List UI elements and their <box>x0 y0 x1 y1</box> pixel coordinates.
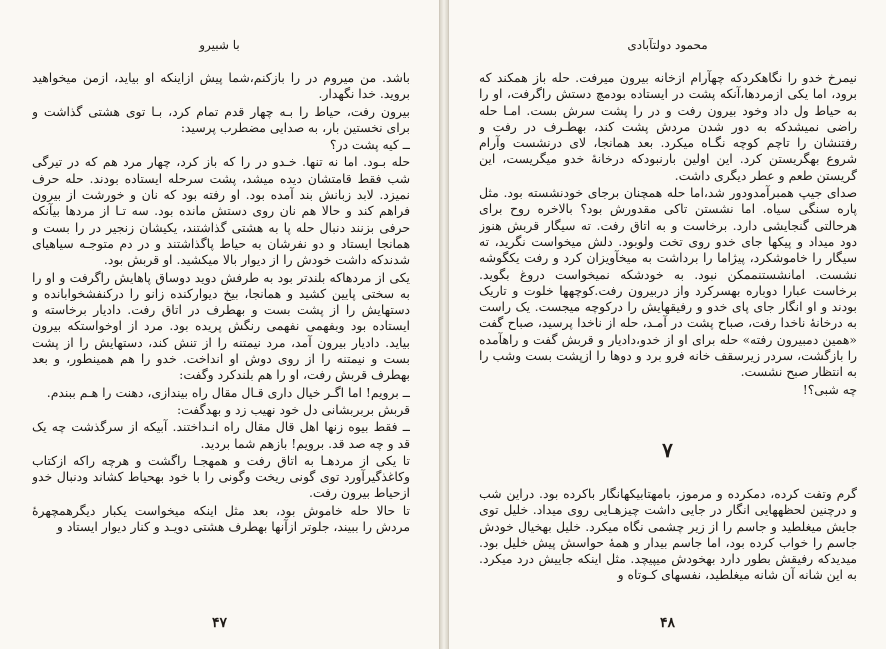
paragraph: ــ برویم! اما اگـر خیال داری قـال مقال راه بیندازی، دهنت را هـم ببندم. <box>46 384 410 400</box>
right-page-number: ۴۸ <box>659 615 676 631</box>
paragraph: تا یکی از مردهـا به اتاق رفت و همهجـا راگشت و هرچه راکه ازکتاب وکاغذگیرآورد توی گونی ریخت وگونی را با خود بهحیاط کشاند ودنبال خدو ازحیاط بیرون رفت. <box>32 452 410 501</box>
paragraph: قربش بربربشانی دل خود نهیب زد و بهدگفت: <box>176 401 410 417</box>
right-page-body-after-chapter <box>479 486 857 598</box>
paragraph: تا حالا حله خاموش بود، بعد مثل اینکه میخواست یکبار دیگرهمچهرۀ مردش را ببیند، جلوتر ازآنها بهطرف هشتی دویـد و کنار دیوار ایستاد و <box>32 502 410 535</box>
paragraph: حله بـود. اما نه تنها. خـدو در را که باز کرد، چهار مرد هم که در تیرگی شب فقط قامتشان دیده میشد، پشت سرحله ایستاده بودند. حله حرف نمیزد. لابد زبانش بند آمده بود. او رفته بود که نان و خورشت از بیرون فراهم کند و حالا هم نان روی دستش مانده بود. سه تـا از مردها بیآنکه حرفی بزنند دنبال حله پا به هشتی گذاشتند، یکیشان زنجیر در را بست و همانجا ایستاد و دو نفرشان به حیاط پاگذاشتند و در دم متوجـه سیاهیای شدندکه داشت خودش را از دیوار بالا میکشید. او قربش بود. <box>32 154 410 268</box>
left-page <box>0 0 440 649</box>
chapter-number: ۷ <box>662 438 673 462</box>
right-running-header: محمود دولتآبادی <box>627 38 708 52</box>
left-page-number: ۴۷ <box>211 615 228 631</box>
paragraph: ــ فقط بیوه زنها اهل قال مقال راه انـداختند. آبیکه از سرگذشت چه یک قد و چه صد قد. برویم! بازهم شما بردید. <box>32 419 410 451</box>
paragraph: صدای جیپ همبرآمدودور شد،اما حله همچنان برجای خودنشسته بود. مثل پاره سنگی سیاه. اما نشستن تاکی مقدورش بود؟ بالاخره روح برای هرحالتی گنجایشی دارد. برخاست و به اتاق رفت. ته سیگار قربش هنوز دود میداد و پیکها جای خدو روی تخت ولوبود. دلش میخواست نگرید، ته سیگار را خاموشکرد، پیژاما را برداشت به میخآویزان کرد و رفت یکگوشه نشست. امانشستنممکن نبود. به خودشکه نمیخواست دروغ بگوید. برخاست عبارا دوباره بهسرکرد واز دربیرون رفت.کوچهها خلوت و تاریک بودند و او انگار جای پای خدو و رفیقهایش را درکوچه میجست. یک راست به درخانۀ ناخدا رفت، صباح پشت در آمـد، حله از ناخدا پرسید، صباح گفت «همین دمبیرون رفته» حله برای او از خدو،دادیار و قربش گفت و راهآمده را بازگشت، سردر زیرسقف خانه فرو برد و دوها را ازپشت بست وشب را به انتظار صبح نشست. <box>479 185 857 380</box>
left-page-body <box>32 70 410 600</box>
paragraph: گرم وتفت کرده، دمکرده و مرموز، بامهتابیکهانگار باکرده بود. دراین شب و درچنین لحظههایی انگار در جایی داشت چیزهـایی روی میداد. خلیل توی جایش میغلطید و جاسم را از زیر چشمی نگاه میکرد. خلیل بهخیال خودش جاسم را خواب کرده بود، اما جاسم بیدار و همۀ حواسش پیش خلیل بود. میدیدکه رفیقش بطور دارد بهخودش میپیچد. مثل اینکه جاییش درد میکرد. به این شانه آن شانه میغلطید، نفسهای کـوتاه و <box>479 486 857 583</box>
paragraph: ــ کیه پشت در؟ <box>329 137 410 153</box>
paragraph: نیمرخ خدو را نگاهکردکه چهآرام ازخانه بیرون میرفت. حله باز همکند که برود، اما یکی ازمردها،آنکه پشت در ایستاده بودمچ دستش راگرفت، او را به حیاط ول داد وخود بیرون رفت و در را پشت سرش بست. امـا حله راضی نمیشدکه به دور شدن مردش پشت کند، بهطـرف در رفت و رفتنشان را تاچم کوچه نگـاه میکرد. بعد همانجا، لای درنشست وآرام شروع بهگریستن کرد. این اولین بارنبودکه درخانۀ خدو میگریست، این گریستن طعم و عطر دیگری داشت. <box>479 70 857 183</box>
right-page <box>448 0 886 649</box>
left-running-header: با شبیرو <box>199 38 240 52</box>
paragraph: یکی از مردهاکه بلندتر بود به طرفش دوید دوساق پاهایش راگرفت و او را به سختی پایین کشید و همانجا، بیخ دیوارکنده زانو را درکنفشخوابانده و دستهایش را از پشت بست و بهطرف در اتاق رفت. دادیار برخاسته و ایستاده بود وبفهمی نفهمی رنگش پریده بود. مرد از اوخواستکه بیرون بیاید. دادیار بیرون آمد، مرد نیمتنه را از تنش کند، دستهایش را از پشت بست و نیمتنه را از روی دوش او انداخت. خدو را هم همینطور، و بعد بهطرف قربش رفت، او را هم بلندکرد وگفت: <box>32 269 410 383</box>
paragraph: چه شبی؟! <box>802 381 857 397</box>
paragraph: بیرون رفت، حیاط را بـه چهار قدم تمام کرد، بـا توی هشتی گذاشت و برای نخستین بار، به صدایی مضطرب پرسید: <box>32 103 410 135</box>
paragraph: باشد. من میروم در را بازکنم،شما پیش ازاینکه او بیاید، ازمن میخواهید بروید. خدا نگهدار. <box>32 70 410 102</box>
book-gutter <box>440 0 448 649</box>
